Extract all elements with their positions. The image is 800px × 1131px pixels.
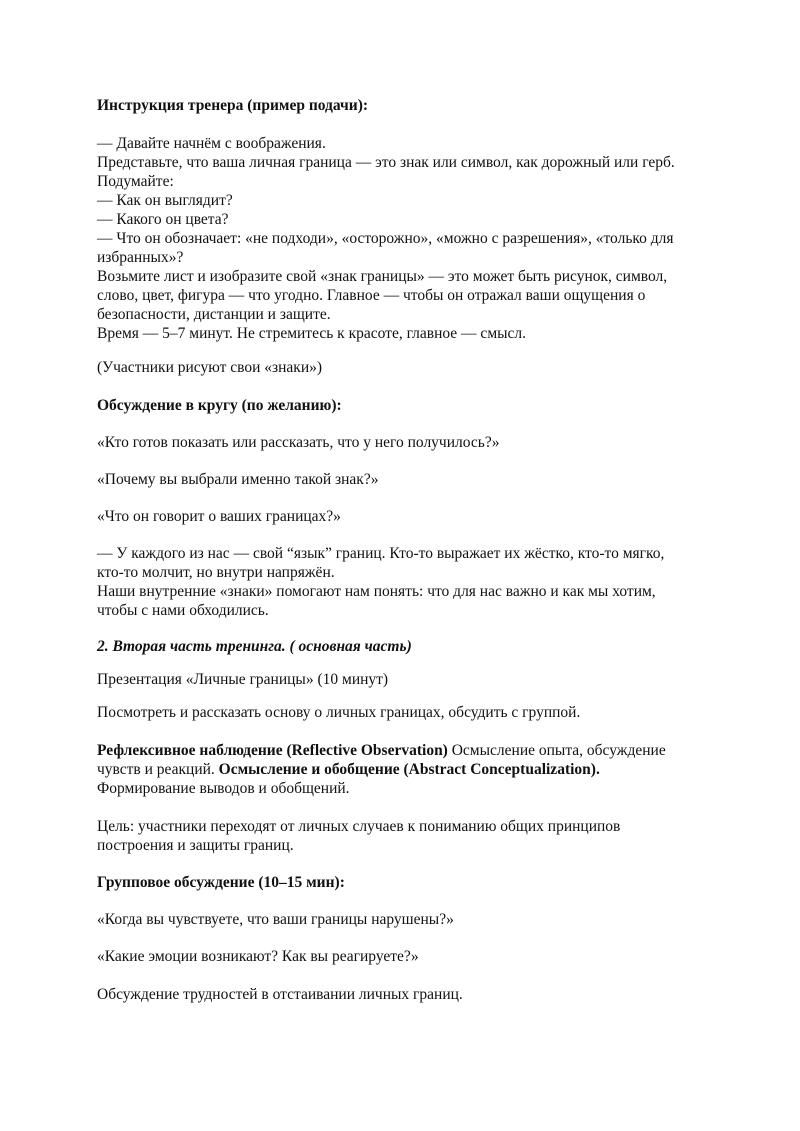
summary-line: чтобы с нами обходились. (97, 602, 269, 619)
question-2: «Почему вы выбрали именно такой знак?» (97, 471, 379, 488)
reflective-block (97, 741, 717, 798)
instruction-line: Подумайте: (97, 173, 174, 190)
group-question-1: «Когда вы чувствуете, что ваши границы нарушены?» (97, 911, 454, 928)
reflective-text: чувств и реакций. (97, 761, 219, 778)
heading-instruction: Инструкция тренера (пример подачи): (97, 97, 369, 114)
heading-group-discussion: Групповое обсуждение (10–15 мин): (97, 874, 345, 891)
instruction-line: — Давайте начнём с воображения. (97, 135, 326, 152)
instruction-line: — Какого он цвета? (97, 211, 229, 228)
summary-line: кто-то молчит, но внутри напряжён. (97, 564, 335, 581)
heading-discussion: Обсуждение в кругу (по желанию): (97, 397, 342, 414)
presentation-task: Посмотреть и рассказать основу о личных границах, обсудить с группой. (97, 704, 581, 721)
reflective-text: Осмысление опыта, обсуждение (447, 742, 666, 759)
instruction-line: Возьмите лист и изобразите свой «знак границы» — это может быть рисунок, символ, (97, 268, 668, 285)
goal-line: построения и защиты границ. (97, 837, 294, 854)
participants-note: (Участники рисуют свои «знаки») (97, 359, 323, 376)
presentation-line: Презентация «Личные границы» (10 минут) (97, 671, 389, 688)
summary-line: — У каждого из нас — свой “язык” границ. Кто-то выражает их жёстко, кто-то мягко, (97, 545, 665, 562)
question-1: «Кто готов показать или рассказать, что у него получилось?» (97, 434, 500, 451)
goal-block (97, 817, 717, 855)
instruction-block (97, 134, 717, 343)
instruction-line: Время — 5–7 минут. Не стремитесь к красоте, главное — смысл. (97, 325, 527, 342)
conceptualization-term: Осмысление и обобщение (Abstract Conceptualization). (218, 761, 600, 778)
instruction-line: слово, цвет, фигура — что угодно. Главное — чтобы он отражал ваши ощущения о (97, 287, 646, 304)
summary-line: Наши внутренние «знаки» помогают нам понять: что для нас важно и как мы хотим, (97, 583, 656, 600)
summary-block (97, 544, 717, 620)
instruction-line: — Что он обозначает: «не подходи», «осторожно», «можно с разрешения», «только для (97, 230, 674, 247)
instruction-line: — Как он выглядит? (97, 192, 233, 209)
conceptualization-text: Формирование выводов и обобщений. (97, 780, 350, 797)
goal-line: Цель: участники переходят от личных случаев к пониманию общих принципов (97, 818, 621, 835)
instruction-line: Представьте, что ваша личная граница — это знак или символ, как дорожный или герб. (97, 154, 675, 171)
instruction-line: безопасности, дистанции и защите. (97, 306, 331, 323)
instruction-line: избранных»? (97, 249, 184, 266)
reflective-term: Рефлексивное наблюдение (Reflective Observation) (97, 742, 448, 759)
group-closing: Обсуждение трудностей в отстаивании личных границ. (97, 986, 463, 1003)
group-question-2: «Какие эмоции возникают? Как вы реагируете?» (97, 948, 419, 965)
question-3: «Что он говорит о ваших границах?» (97, 508, 341, 525)
section-2-title: 2. Вторая часть тренинга. ( основная часть) (97, 638, 412, 655)
